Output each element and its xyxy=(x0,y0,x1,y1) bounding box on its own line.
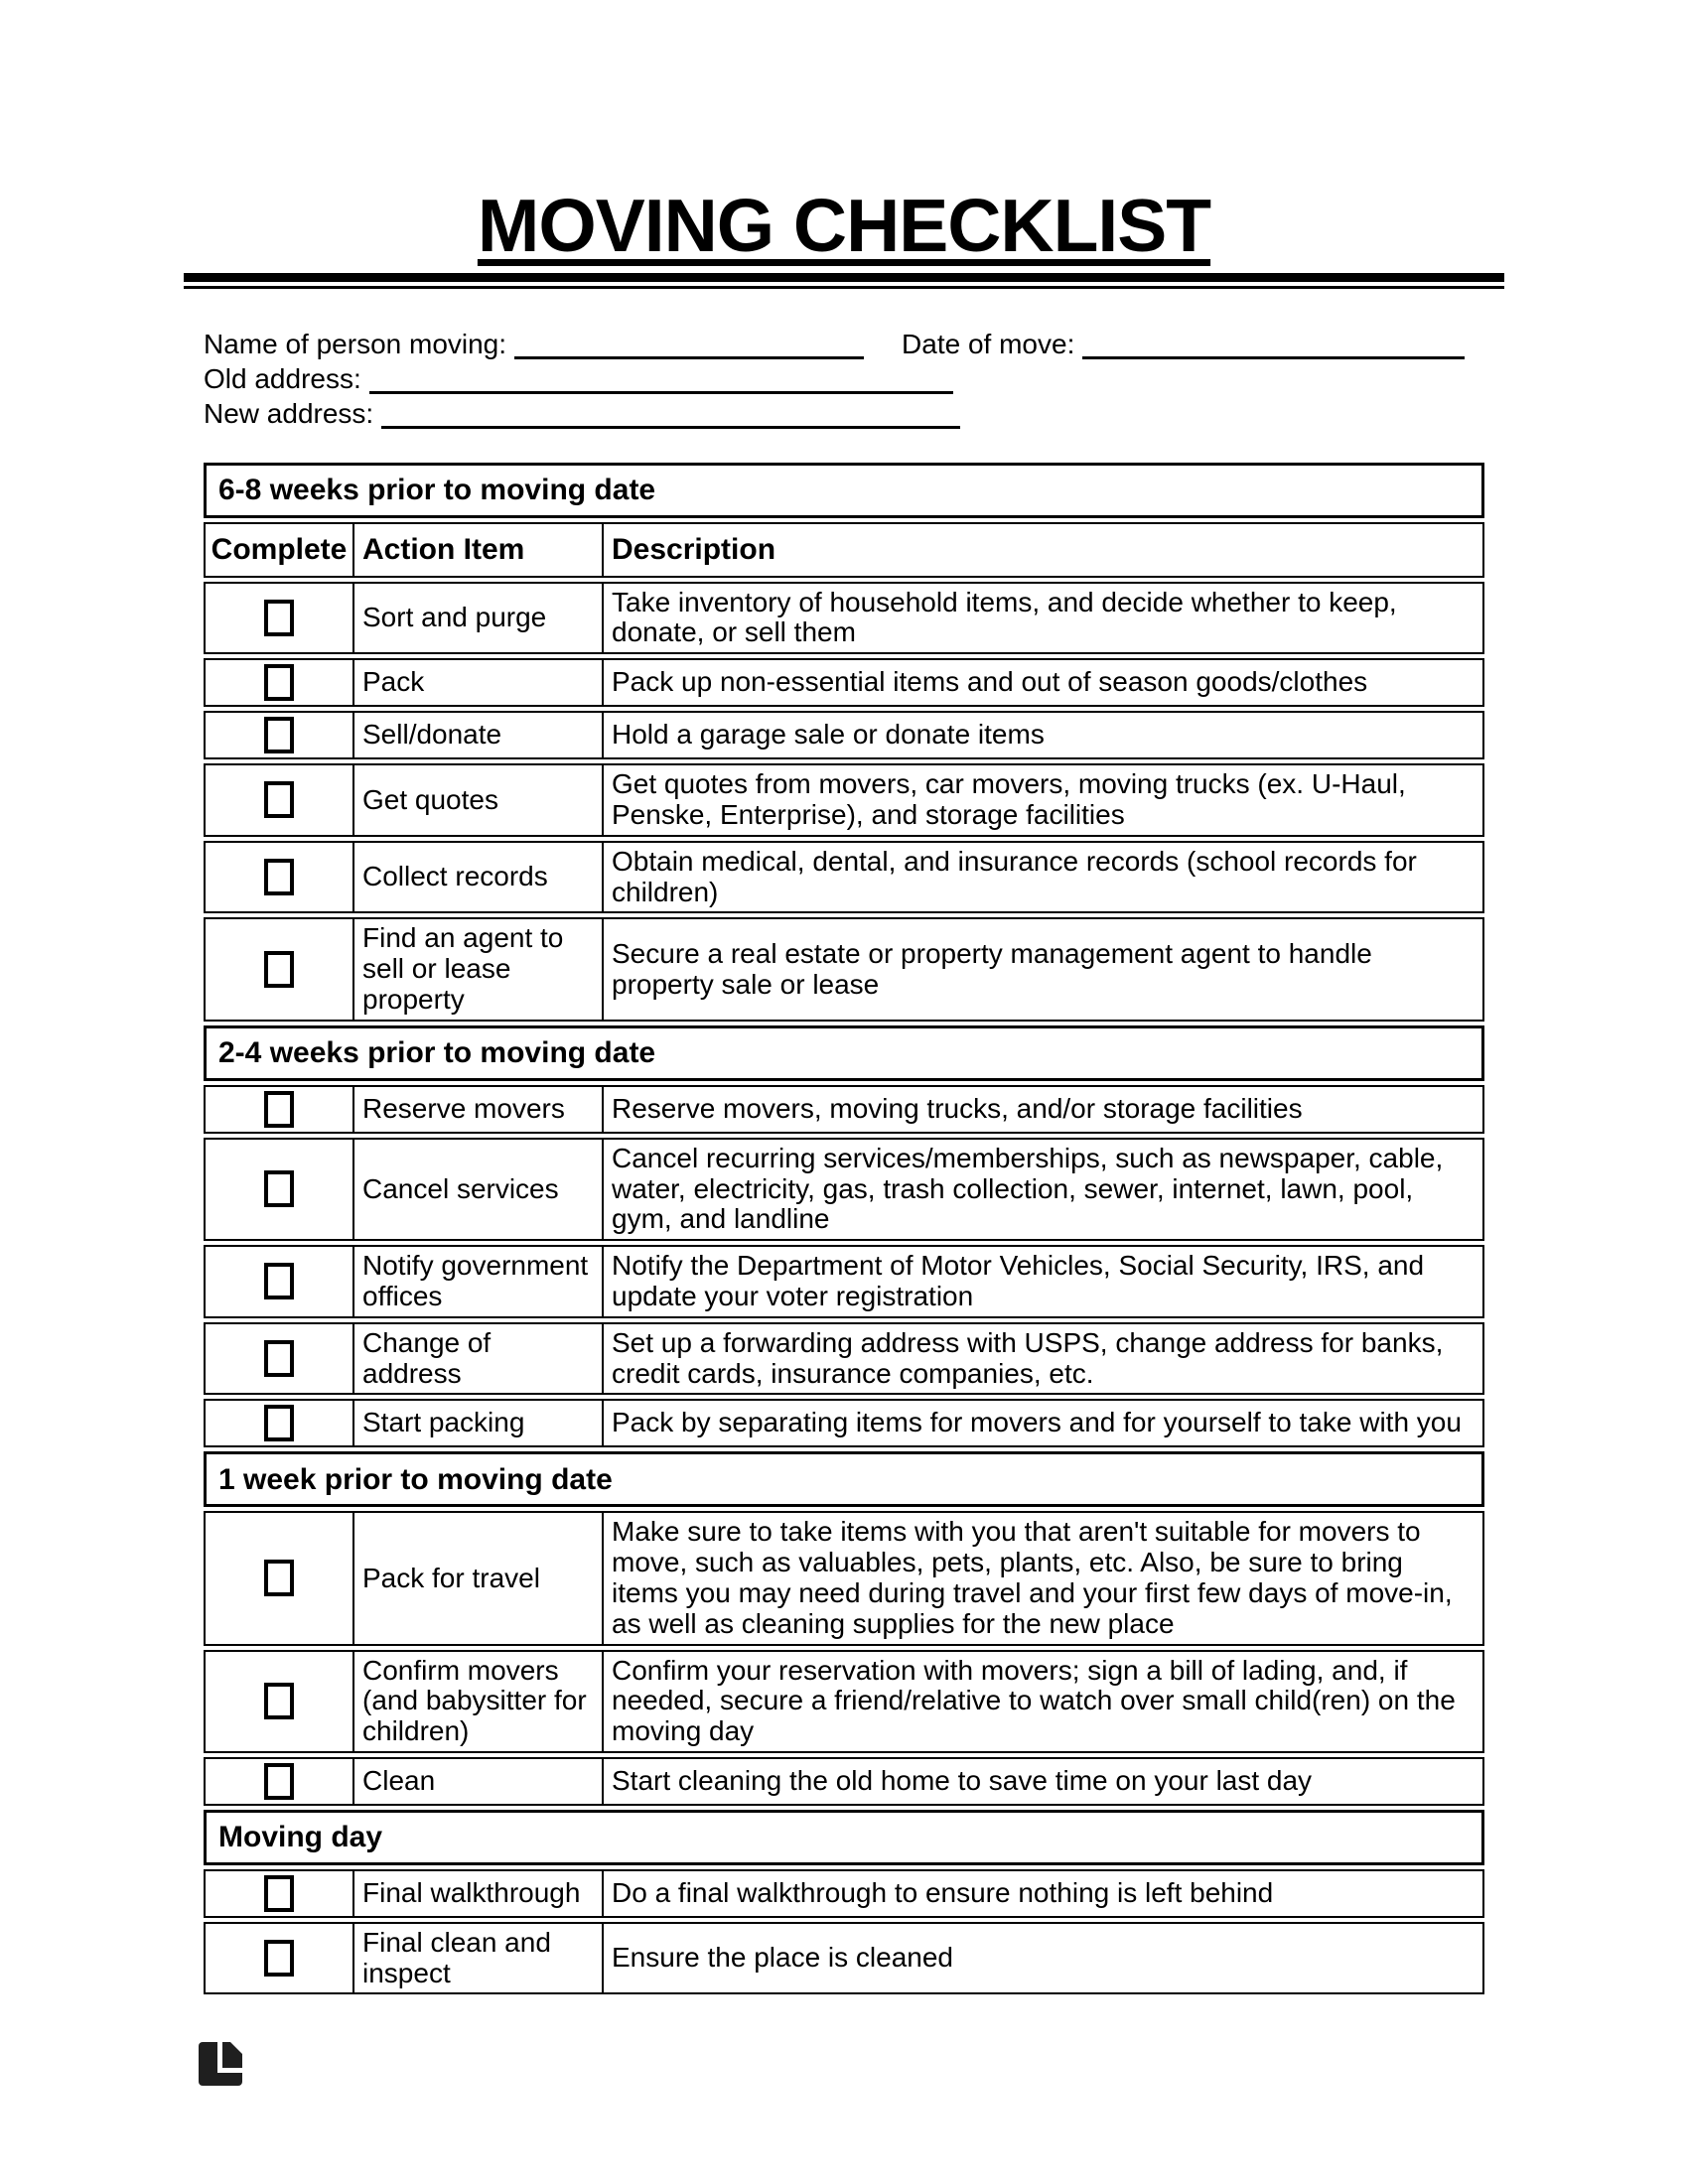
page-title: MOVING CHECKLIST xyxy=(477,184,1211,267)
table-row xyxy=(204,763,1484,837)
checkbox[interactable] xyxy=(264,664,294,701)
action-item-cell xyxy=(354,1401,604,1445)
table-row xyxy=(204,917,1484,1021)
complete-cell xyxy=(206,765,354,835)
complete-cell xyxy=(206,1759,354,1804)
complete-cell xyxy=(206,1924,354,1993)
description-cell xyxy=(604,1652,1482,1751)
checkbox[interactable] xyxy=(264,1340,294,1377)
action-item-cell xyxy=(354,584,604,653)
section-header xyxy=(204,1810,1484,1865)
table-row xyxy=(204,1650,1484,1753)
complete-cell xyxy=(206,1324,354,1394)
complete-cell xyxy=(206,1652,354,1751)
checkbox[interactable] xyxy=(264,1405,294,1441)
action-item-text: Confirm movers (and babysitter for children) xyxy=(362,1654,587,1747)
description-text: Pack up non-essential items and out of season goods/clothes xyxy=(612,666,1368,698)
new-address-label: New address: xyxy=(204,398,374,430)
form-row-new-address xyxy=(204,398,1484,430)
action-item-text: Collect records xyxy=(362,861,548,892)
action-item-cell xyxy=(354,1140,604,1239)
description-text: Take inventory of household items, and decide whether to keep, donate, or sell them xyxy=(612,586,1397,648)
description-cell xyxy=(604,1140,1482,1239)
old-address-label: Old address: xyxy=(204,363,361,395)
new-address-field[interactable] xyxy=(381,403,960,429)
section-header xyxy=(204,463,1484,518)
title-divider-thin xyxy=(184,286,1504,289)
name-of-person-field[interactable] xyxy=(514,334,864,359)
action-item-text: Change of address xyxy=(362,1326,492,1389)
description-cell xyxy=(604,1087,1482,1132)
table-row xyxy=(204,841,1484,914)
action-item-text: Start packing xyxy=(362,1407,525,1438)
complete-cell xyxy=(206,1140,354,1239)
description-text: Make sure to take items with you that aren't suitable for movers to move, such as valuables, pets, plants, etc. Also, be sure to bring items you may need during travel and your first few days of move-in, as well as cleaning supplies for the new place xyxy=(612,1516,1453,1639)
checkbox[interactable] xyxy=(264,1875,294,1912)
description-cell xyxy=(604,1401,1482,1445)
action-item-cell xyxy=(354,765,604,835)
checkbox[interactable] xyxy=(264,951,294,988)
complete-cell xyxy=(206,1513,354,1643)
old-address-field[interactable] xyxy=(369,368,953,394)
section-title: 2-4 weeks prior to moving date xyxy=(218,1036,656,1070)
complete-cell xyxy=(206,584,354,653)
action-item-text: Find an agent to sell or lease property xyxy=(362,922,564,1015)
action-item-cell xyxy=(354,1324,604,1394)
table-row xyxy=(204,658,1484,707)
description-text: Get quotes from movers, car movers, moving trucks (ex. U-Haul, Penske, Enterprise), and storage facilities xyxy=(612,768,1406,830)
action-item-text: Notify government offices xyxy=(362,1250,589,1311)
section-header xyxy=(204,1451,1484,1507)
action-item-text: Sort and purge xyxy=(362,601,547,632)
complete-cell xyxy=(206,660,354,705)
section-title: Moving day xyxy=(218,1821,383,1854)
column-header-description: Description xyxy=(612,533,776,567)
checkbox[interactable] xyxy=(264,1263,294,1299)
section-title: 1 week prior to moving date xyxy=(218,1462,613,1496)
form-row-old-address xyxy=(204,363,1484,395)
description-cell xyxy=(604,584,1482,653)
checkbox[interactable] xyxy=(264,1560,294,1596)
table-row xyxy=(204,711,1484,759)
table-row xyxy=(204,1245,1484,1318)
description-cell xyxy=(604,843,1482,912)
action-item-cell xyxy=(354,919,604,1019)
action-item-text: Get quotes xyxy=(362,783,498,815)
complete-cell xyxy=(206,919,354,1019)
complete-cell xyxy=(206,843,354,912)
description-text: Ensure the place is cleaned xyxy=(612,1942,953,1974)
description-text: Obtain medical, dental, and insurance records (school records for children) xyxy=(612,845,1417,907)
action-item-text: Sell/donate xyxy=(362,719,502,751)
column-header-complete: Complete xyxy=(206,524,354,576)
checkbox[interactable] xyxy=(264,1091,294,1128)
table-row xyxy=(204,1511,1484,1645)
description-cell xyxy=(604,1324,1482,1394)
table-row xyxy=(204,1085,1484,1134)
table-column-header-row xyxy=(204,522,1484,578)
table-row xyxy=(204,1757,1484,1806)
description-text: Pack by separating items for movers and for yourself to take with you xyxy=(612,1407,1462,1438)
checkbox[interactable] xyxy=(264,1940,294,1977)
description-cell xyxy=(604,1871,1482,1916)
action-item-text: Pack xyxy=(362,666,425,698)
table-row xyxy=(204,1138,1484,1241)
description-cell xyxy=(604,765,1482,835)
complete-cell xyxy=(206,1087,354,1132)
complete-cell xyxy=(206,713,354,757)
section-header xyxy=(204,1025,1484,1081)
action-item-cell xyxy=(354,713,604,757)
checkbox[interactable] xyxy=(264,1763,294,1800)
table-row xyxy=(204,1869,1484,1918)
action-item-cell xyxy=(354,1924,604,1993)
date-of-move-label: Date of move: xyxy=(902,329,1075,359)
action-item-cell xyxy=(354,1871,604,1916)
description-text: Set up a forwarding address with USPS, change address for banks, credit cards, insurance companies, etc. xyxy=(612,1326,1444,1389)
checkbox[interactable] xyxy=(264,717,294,753)
description-text: Notify the Department of Motor Vehicles, Social Security, IRS, and update your voter registration xyxy=(612,1250,1425,1311)
complete-cell xyxy=(206,1401,354,1445)
description-text: Do a final walkthrough to ensure nothing is left behind xyxy=(612,1876,1274,1908)
action-item-text: Pack for travel xyxy=(362,1562,540,1593)
description-cell xyxy=(604,1513,1482,1643)
action-item-cell xyxy=(354,1513,604,1643)
description-text: Cancel recurring services/memberships, such as newspaper, cable, water, electricity, gas, trash collection, sewer, internet, lawn, pool, gym, and landline xyxy=(612,1142,1444,1235)
description-text: Hold a garage sale or donate items xyxy=(612,719,1045,751)
action-item-text: Reserve movers xyxy=(362,1092,565,1124)
checkbox[interactable] xyxy=(264,1170,294,1207)
checkbox[interactable] xyxy=(264,1683,294,1719)
action-item-text: Clean xyxy=(362,1764,436,1796)
description-text: Reserve movers, moving trucks, and/or storage facilities xyxy=(612,1092,1303,1124)
name-of-person-label: Name of person moving: xyxy=(204,329,507,359)
column-header-action-item: Action Item xyxy=(354,524,604,576)
description-cell xyxy=(604,1759,1482,1804)
action-item-cell xyxy=(354,1759,604,1804)
description-cell xyxy=(604,1247,1482,1316)
checkbox[interactable] xyxy=(264,859,294,895)
checkbox[interactable] xyxy=(264,781,294,818)
complete-cell xyxy=(206,1871,354,1916)
table-row xyxy=(204,1922,1484,1995)
action-item-cell xyxy=(354,1087,604,1132)
table-row xyxy=(204,1399,1484,1447)
description-text: Confirm your reservation with movers; sign a bill of lading, and, if needed, secure a friend/relative to watch over small child(ren) on the moving day xyxy=(612,1654,1456,1747)
action-item-cell xyxy=(354,1247,604,1316)
description-text: Start cleaning the old home to save time on your last day xyxy=(612,1764,1313,1796)
table-row xyxy=(204,582,1484,655)
checklist-table xyxy=(204,463,1484,1995)
action-item-cell xyxy=(354,843,604,912)
section-title: 6-8 weeks prior to moving date xyxy=(218,474,656,507)
title-divider-thick xyxy=(184,273,1504,282)
description-cell xyxy=(604,1924,1482,1993)
checkbox[interactable] xyxy=(264,600,294,636)
date-of-move-field[interactable] xyxy=(1082,334,1465,359)
legal-templates-logo xyxy=(199,2042,242,2086)
table-row xyxy=(204,1322,1484,1396)
action-item-cell xyxy=(354,1652,604,1751)
complete-cell xyxy=(206,1247,354,1316)
description-cell xyxy=(604,713,1482,757)
action-item-text: Cancel services xyxy=(362,1172,559,1204)
form-row-name-date xyxy=(204,329,1484,360)
description-cell xyxy=(604,919,1482,1019)
description-text: Secure a real estate or property management agent to handle property sale or lease xyxy=(612,937,1372,1000)
description-cell xyxy=(604,660,1482,705)
form-fields xyxy=(204,329,1484,431)
action-item-cell xyxy=(354,660,604,705)
action-item-text: Final clean and inspect xyxy=(362,1926,551,1988)
action-item-text: Final walkthrough xyxy=(362,1876,581,1908)
